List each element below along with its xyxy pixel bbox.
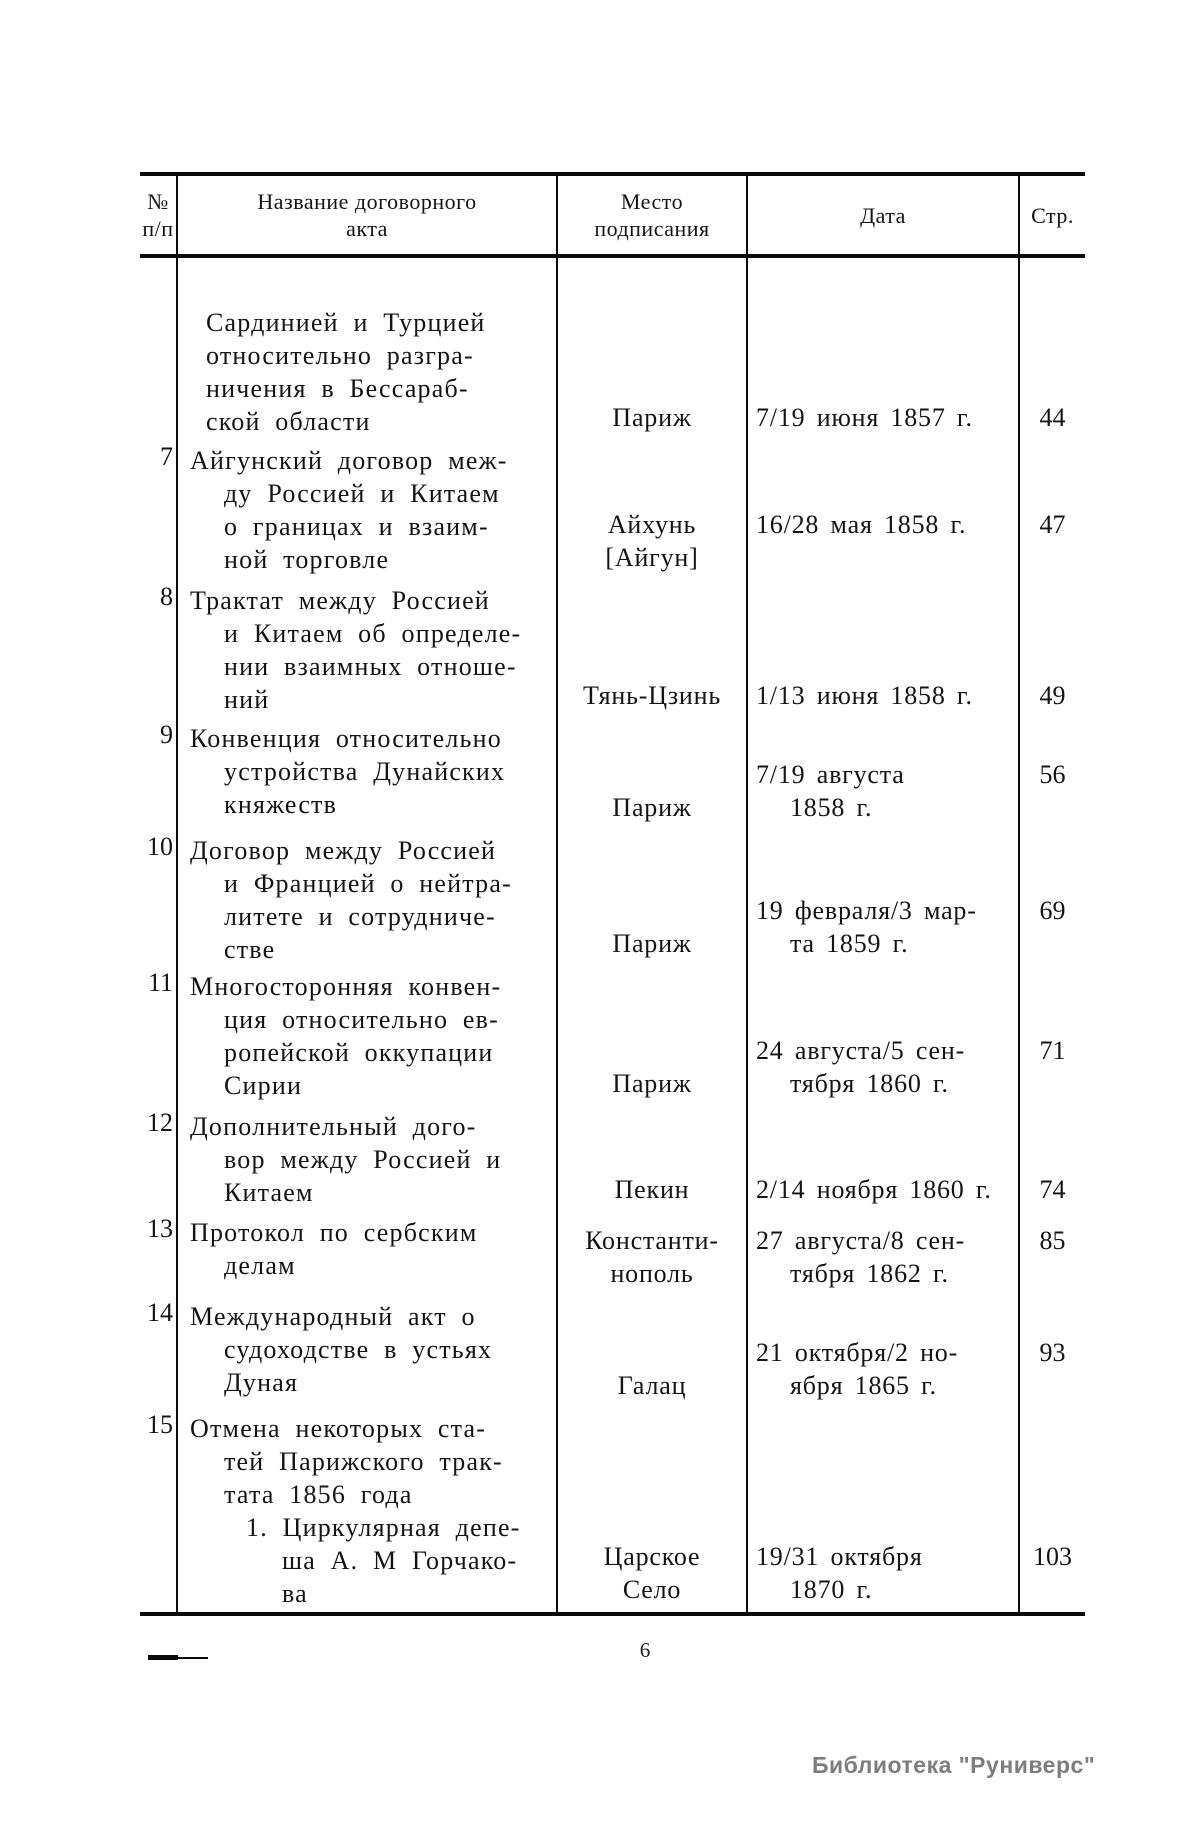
signing-date bbox=[748, 258, 1020, 440]
treaty-title-line: тата 1856 года bbox=[224, 1480, 413, 1509]
page-ref: 74 bbox=[1039, 1175, 1066, 1204]
contents-table bbox=[140, 172, 1085, 1616]
signing-date-line: тября 1860 г. bbox=[790, 1069, 949, 1098]
treaty-title bbox=[178, 440, 558, 580]
treaty-title-line: и Китаем об определе- bbox=[224, 619, 522, 648]
signing-place-line: Париж bbox=[612, 793, 692, 822]
signing-place-line: Айхунь bbox=[607, 510, 697, 539]
treaty-title-line: нии взаимных отноше- bbox=[224, 652, 517, 681]
row-number: 8 bbox=[140, 580, 178, 718]
signing-place-line: Царское bbox=[603, 1542, 701, 1571]
signing-date bbox=[748, 830, 1020, 966]
treaty-title bbox=[178, 258, 558, 440]
treaty-title-line: устройства Дунайских bbox=[224, 757, 506, 786]
table-row bbox=[140, 1212, 1085, 1296]
treaty-title-line: ва bbox=[282, 1579, 308, 1608]
row-number: 10 bbox=[140, 830, 178, 966]
treaty-title bbox=[178, 580, 558, 718]
page-ref: 69 bbox=[1039, 896, 1066, 925]
treaty-title-line: княжеств bbox=[224, 790, 338, 819]
signing-place bbox=[558, 258, 748, 440]
signing-date bbox=[748, 1408, 1020, 1612]
row-number: 13 bbox=[140, 1212, 178, 1296]
signing-date bbox=[748, 1212, 1020, 1296]
treaty-title-line: Протокол по сербским bbox=[190, 1218, 478, 1247]
header-page bbox=[1020, 176, 1085, 254]
page-ref: 93 bbox=[1039, 1338, 1066, 1367]
treaty-title-line: Международный акт о bbox=[190, 1302, 476, 1331]
signing-date-line: та 1859 г. bbox=[790, 929, 909, 958]
treaty-title bbox=[178, 1106, 558, 1212]
footer-rule-thick bbox=[148, 1655, 178, 1660]
signing-date-line: 1858 г. bbox=[790, 793, 873, 822]
header-title bbox=[178, 176, 558, 254]
treaty-title-line: относительно разгра- bbox=[206, 341, 474, 370]
signing-date-line: 21 октября/2 но- bbox=[756, 1338, 959, 1367]
treaty-title-line: Договор между Россией bbox=[190, 836, 497, 865]
treaty-title-line: Сирии bbox=[224, 1071, 303, 1100]
row-number bbox=[140, 258, 178, 440]
signing-place-line: нополь bbox=[610, 1259, 694, 1288]
treaty-title bbox=[178, 718, 558, 830]
treaty-title-line: 1. Циркулярная депе- bbox=[246, 1513, 521, 1542]
signing-place-line: Париж bbox=[612, 1069, 692, 1098]
signing-place-line: Село bbox=[622, 1575, 682, 1604]
treaty-title-line: ной торговле bbox=[224, 545, 390, 574]
signing-place bbox=[558, 1296, 748, 1408]
treaty-title-line: ша А. М Горчако- bbox=[282, 1546, 518, 1575]
row-number: 12 bbox=[140, 1106, 178, 1212]
treaty-title-line: Трактат между Россией bbox=[190, 586, 490, 615]
header-place-line1: Место bbox=[620, 189, 684, 214]
table-row bbox=[140, 718, 1085, 830]
treaty-title-line: ний bbox=[224, 685, 270, 714]
treaty-title-line: Многосторонняя конвен- bbox=[190, 972, 502, 1001]
treaty-title-line: ция относительно ев- bbox=[224, 1005, 499, 1034]
table-header-row bbox=[140, 176, 1085, 258]
treaty-title-line: Дополнительный дого- bbox=[190, 1112, 477, 1141]
page-ref: 44 bbox=[1039, 403, 1066, 432]
signing-place-line: Константи- bbox=[585, 1226, 719, 1255]
signing-date-line: 1870 г. bbox=[790, 1575, 873, 1604]
header-num-line2: п/п bbox=[142, 216, 174, 241]
signing-place bbox=[558, 580, 748, 718]
treaty-title-line: о границах и взаим- bbox=[224, 512, 489, 541]
row-number: 11 bbox=[140, 966, 178, 1106]
page-ref: 103 bbox=[1033, 1542, 1072, 1571]
header-place bbox=[558, 176, 748, 254]
treaty-title-line: ропейской оккупации bbox=[224, 1038, 494, 1067]
signing-place-line: [Айгун] bbox=[605, 543, 699, 572]
row-number: 9 bbox=[140, 718, 178, 830]
table-row bbox=[140, 258, 1085, 440]
treaty-title-line: Китаем bbox=[224, 1178, 314, 1207]
treaty-title-line: Конвенция относительно bbox=[190, 724, 502, 753]
signing-place bbox=[558, 1408, 748, 1612]
signing-date bbox=[748, 440, 1020, 580]
signing-place bbox=[558, 718, 748, 830]
table-row bbox=[140, 440, 1085, 580]
treaty-title-line: тей Парижского трак- bbox=[224, 1447, 503, 1476]
header-date bbox=[748, 176, 1020, 254]
footer-rule-thin bbox=[176, 1657, 208, 1659]
signing-date-line: 16/28 мая 1858 г. bbox=[756, 510, 967, 539]
signing-place-line: Галац bbox=[617, 1371, 687, 1400]
page-ref: 49 bbox=[1039, 681, 1066, 710]
page-ref: 71 bbox=[1039, 1036, 1066, 1065]
treaty-title-line: литете и сотрудниче- bbox=[224, 902, 496, 931]
table-row bbox=[140, 1408, 1085, 1612]
header-place-line2: подписания bbox=[594, 216, 710, 241]
page-ref: 47 bbox=[1039, 510, 1066, 539]
signing-date-line: 7/19 августа bbox=[756, 760, 905, 789]
treaty-title-line: ду Россией и Китаем bbox=[224, 479, 500, 508]
treaty-title-line: вор между Россией и bbox=[224, 1145, 502, 1174]
treaty-title-line: и Францией о нейтра- bbox=[224, 869, 512, 898]
footer-rule-mark bbox=[148, 1655, 208, 1663]
header-num bbox=[140, 176, 178, 254]
treaty-title-line: Отмена некоторых ста- bbox=[190, 1414, 487, 1443]
signing-place-line: Париж bbox=[612, 929, 692, 958]
treaty-title bbox=[178, 1212, 558, 1296]
signing-date-line: 7/19 июня 1857 г. bbox=[756, 403, 973, 432]
table-row bbox=[140, 830, 1085, 966]
table-row bbox=[140, 1296, 1085, 1408]
signing-date bbox=[748, 718, 1020, 830]
signing-date-line: 24 августа/5 сен- bbox=[756, 1036, 966, 1065]
header-page-line1: Стр. bbox=[1031, 202, 1074, 228]
page-ref: 56 bbox=[1039, 760, 1066, 789]
row-number: 7 bbox=[140, 440, 178, 580]
header-date-line1: Дата bbox=[860, 202, 906, 228]
signing-place bbox=[558, 966, 748, 1106]
table-row bbox=[140, 580, 1085, 718]
page-number: 6 bbox=[639, 1638, 651, 1662]
signing-date-line: 19/31 октября bbox=[756, 1542, 923, 1571]
treaty-title bbox=[178, 830, 558, 966]
row-number: 14 bbox=[140, 1296, 178, 1408]
treaty-title bbox=[178, 966, 558, 1106]
treaty-title-line: ничения в Бессараб- bbox=[206, 374, 469, 403]
signing-date bbox=[748, 580, 1020, 718]
signing-place-line: Тянь-Цзинь bbox=[582, 681, 721, 710]
signing-date-line: тября 1862 г. bbox=[790, 1259, 949, 1288]
table-row bbox=[140, 1106, 1085, 1212]
table-row bbox=[140, 966, 1085, 1106]
signing-date bbox=[748, 966, 1020, 1106]
signing-place bbox=[558, 1212, 748, 1296]
library-watermark: Библиотека "Руниверс" bbox=[812, 1752, 1096, 1778]
treaty-title-line: ской области bbox=[206, 407, 371, 436]
treaty-title-line: Дуная bbox=[224, 1368, 299, 1397]
signing-date-line: 2/14 ноября 1860 г. bbox=[756, 1175, 992, 1204]
header-title-line1: Название договорного bbox=[257, 189, 477, 214]
treaty-title-line: Айгунский договор меж- bbox=[190, 446, 508, 475]
signing-date bbox=[748, 1296, 1020, 1408]
treaty-title bbox=[178, 1296, 558, 1408]
signing-place-line: Пекин bbox=[614, 1175, 690, 1204]
treaty-title-line: стве bbox=[224, 935, 276, 964]
header-title-line2: акта bbox=[346, 216, 388, 241]
signing-date-line: 1/13 июня 1858 г. bbox=[756, 681, 973, 710]
header-num-line1: № bbox=[147, 189, 169, 214]
treaty-title-line: делам bbox=[224, 1251, 296, 1280]
signing-place bbox=[558, 830, 748, 966]
treaty-title-line: Сардинией и Турцией bbox=[206, 308, 486, 337]
signing-place bbox=[558, 440, 748, 580]
treaty-title-line: судоходстве в устьях bbox=[224, 1335, 493, 1364]
signing-place-line: Париж bbox=[612, 403, 692, 432]
signing-date bbox=[748, 1106, 1020, 1212]
table-body bbox=[140, 258, 1085, 1612]
signing-date-line: ября 1865 г. bbox=[790, 1371, 937, 1400]
signing-date-line: 19 февраля/3 мар- bbox=[756, 896, 977, 925]
treaty-title bbox=[178, 1408, 558, 1612]
signing-place bbox=[558, 1106, 748, 1212]
row-number: 15 bbox=[140, 1408, 178, 1612]
signing-date-line: 27 августа/8 сен- bbox=[756, 1226, 966, 1255]
page-ref: 85 bbox=[1039, 1226, 1066, 1255]
